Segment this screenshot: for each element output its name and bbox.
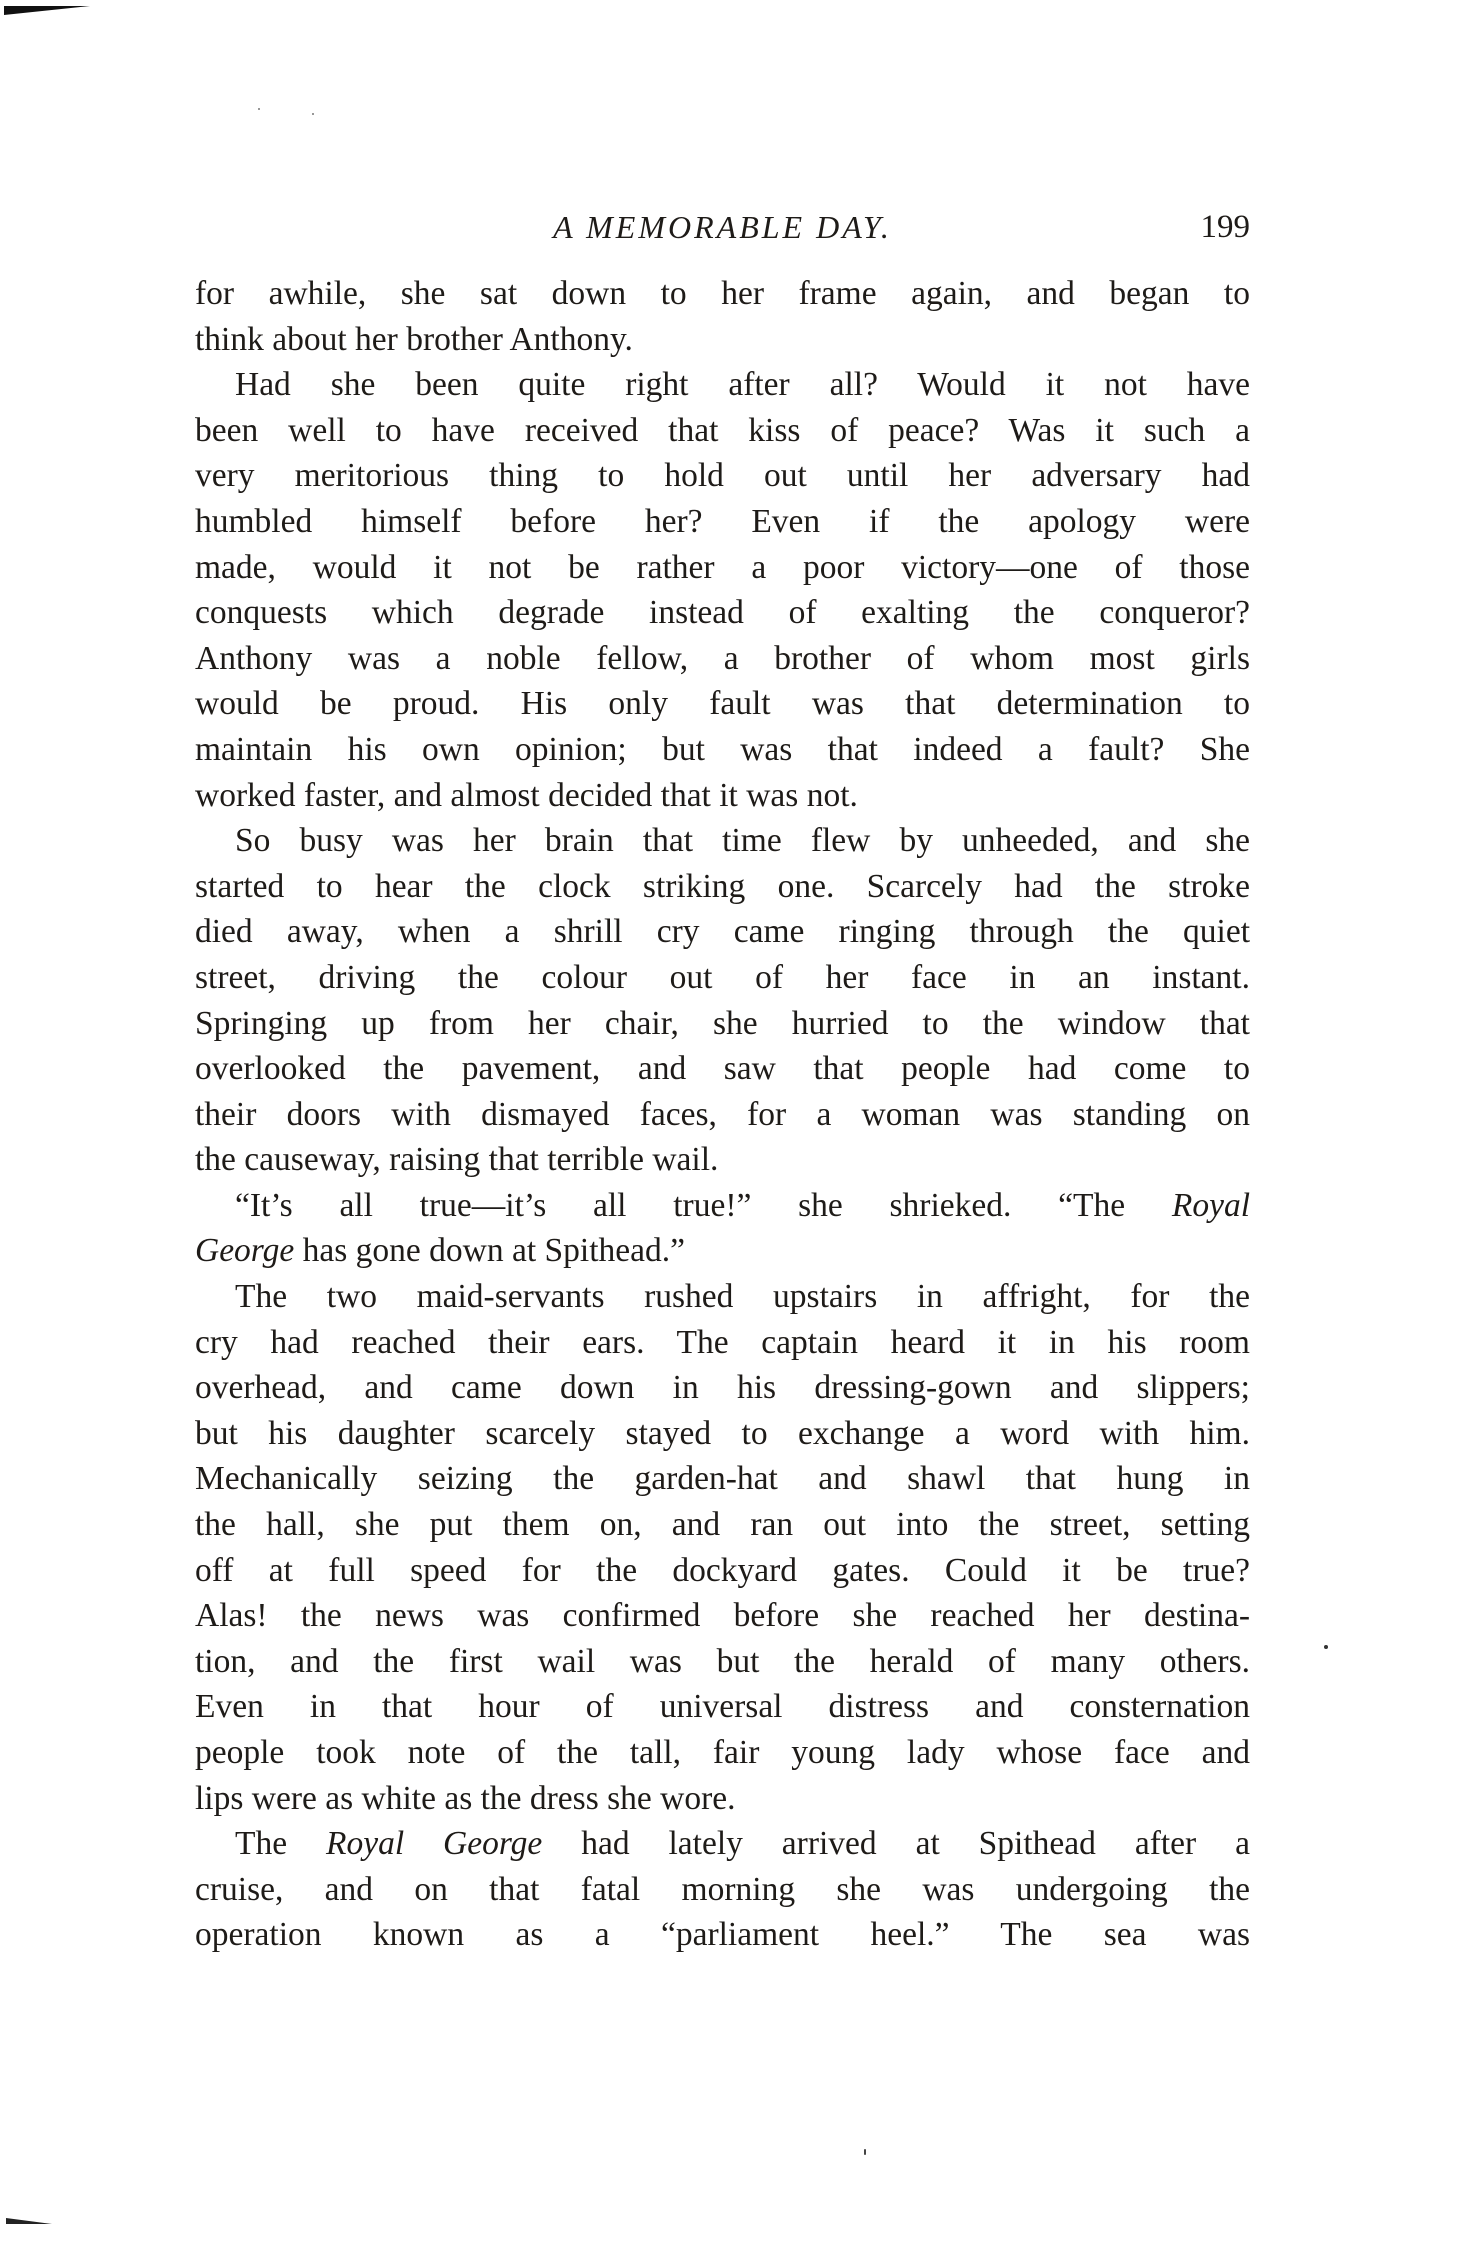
paragraph	[195, 362, 1250, 818]
text-line: overlooked the pavement, and saw that people had come to	[195, 1050, 1250, 1088]
text-line: died away, when a shrill cry came ringing through the quiet	[195, 913, 1250, 951]
paragraph	[195, 818, 1250, 1183]
text-line: The Royal George had lately arrived at Spithead after a	[235, 1825, 1250, 1863]
text-line: So busy was her brain that time flew by unheeded, and she	[235, 822, 1250, 860]
text-line: Had she been quite right after all? Would it not have	[235, 366, 1250, 404]
text-line: off at full speed for the dockyard gates. Could it be true?	[195, 1551, 1250, 1589]
scan-speck	[258, 108, 260, 110]
text-line: Mechanically seizing the garden-hat and shawl that hung in	[195, 1460, 1250, 1498]
text-line: for awhile, she sat down to her frame again, and began to	[195, 275, 1250, 312]
text-line: made, would it not be rather a poor victory—one of those	[195, 548, 1250, 586]
text-line: operation known as a “parliament heel.” The sea was	[195, 1916, 1250, 1954]
scan-speck	[312, 113, 314, 115]
text-line: maintain his own opinion; but was that indeed a fault? She	[195, 730, 1250, 768]
text-line: Even in that hour of universal distress and consternation	[195, 1688, 1250, 1726]
paragraph	[195, 1183, 1250, 1274]
paragraph	[195, 271, 1250, 362]
text-line: humbled himself before her? Even if the apology were	[195, 502, 1250, 540]
scan-corner-mark	[6, 2218, 52, 2224]
scan-corner-mark	[4, 6, 90, 15]
text-line: lips were as white as the dress she wore.	[195, 1779, 736, 1817]
text-line: but his daughter scarcely stayed to exchange a word with him.	[195, 1414, 1250, 1452]
text-line: Alas! the news was confirmed before she reached her destina-	[195, 1597, 1250, 1635]
text-line: been well to have received that kiss of peace? Was it such a	[195, 411, 1250, 449]
text-line: started to hear the clock striking one. Scarcely had the stroke	[195, 867, 1250, 905]
text-line: cruise, and on that fatal morning she was undergoing the	[195, 1870, 1250, 1908]
text-line: street, driving the colour out of her face in an instant.	[195, 958, 1250, 996]
text-line: George has gone down at Spithead.”	[195, 1232, 685, 1270]
text-line: worked faster, and almost decided that it was not.	[195, 776, 858, 814]
page-header	[195, 209, 1250, 253]
text-line: very meritorious thing to hold out until her adversary had	[195, 457, 1250, 495]
text-line: The two maid-servants rushed upstairs in affright, for the	[235, 1278, 1250, 1316]
text-line: would be proud. His only fault was that determination to	[195, 685, 1250, 723]
running-title: A MEMORABLE DAY.	[553, 209, 892, 245]
text-line: conquests which degrade instead of exalting the conqueror?	[195, 594, 1250, 632]
paragraph	[195, 1821, 1250, 1958]
text-line: overhead, and came down in his dressing-gown and slippers;	[195, 1369, 1250, 1407]
text-line: cry had reached their ears. The captain heard it in his room	[195, 1323, 1250, 1361]
page-number: 199	[1200, 209, 1250, 245]
text-line: Anthony was a noble fellow, a brother of whom most girls	[195, 639, 1250, 677]
paragraph	[195, 1274, 1250, 1821]
text-line: “It’s all true—it’s all true!” she shrieked. “The Royal	[235, 1186, 1250, 1224]
text-line: their doors with dismayed faces, for a woman was standing on	[195, 1095, 1250, 1133]
body-text	[195, 271, 1250, 1958]
text-line: Springing up from her chair, she hurried to the window that	[195, 1004, 1250, 1042]
text-line: people took note of the tall, fair young lady whose face and	[195, 1734, 1250, 1771]
text-line: the causeway, raising that terrible wail.	[195, 1141, 719, 1179]
scan-speck	[1324, 1645, 1328, 1649]
scan-speck	[864, 2149, 866, 2155]
text-line: tion, and the first wail was but the herald of many others.	[195, 1642, 1250, 1680]
text-line: the hall, she put them on, and ran out into the street, setting	[195, 1506, 1250, 1544]
text-line: think about her brother Anthony.	[195, 320, 633, 358]
